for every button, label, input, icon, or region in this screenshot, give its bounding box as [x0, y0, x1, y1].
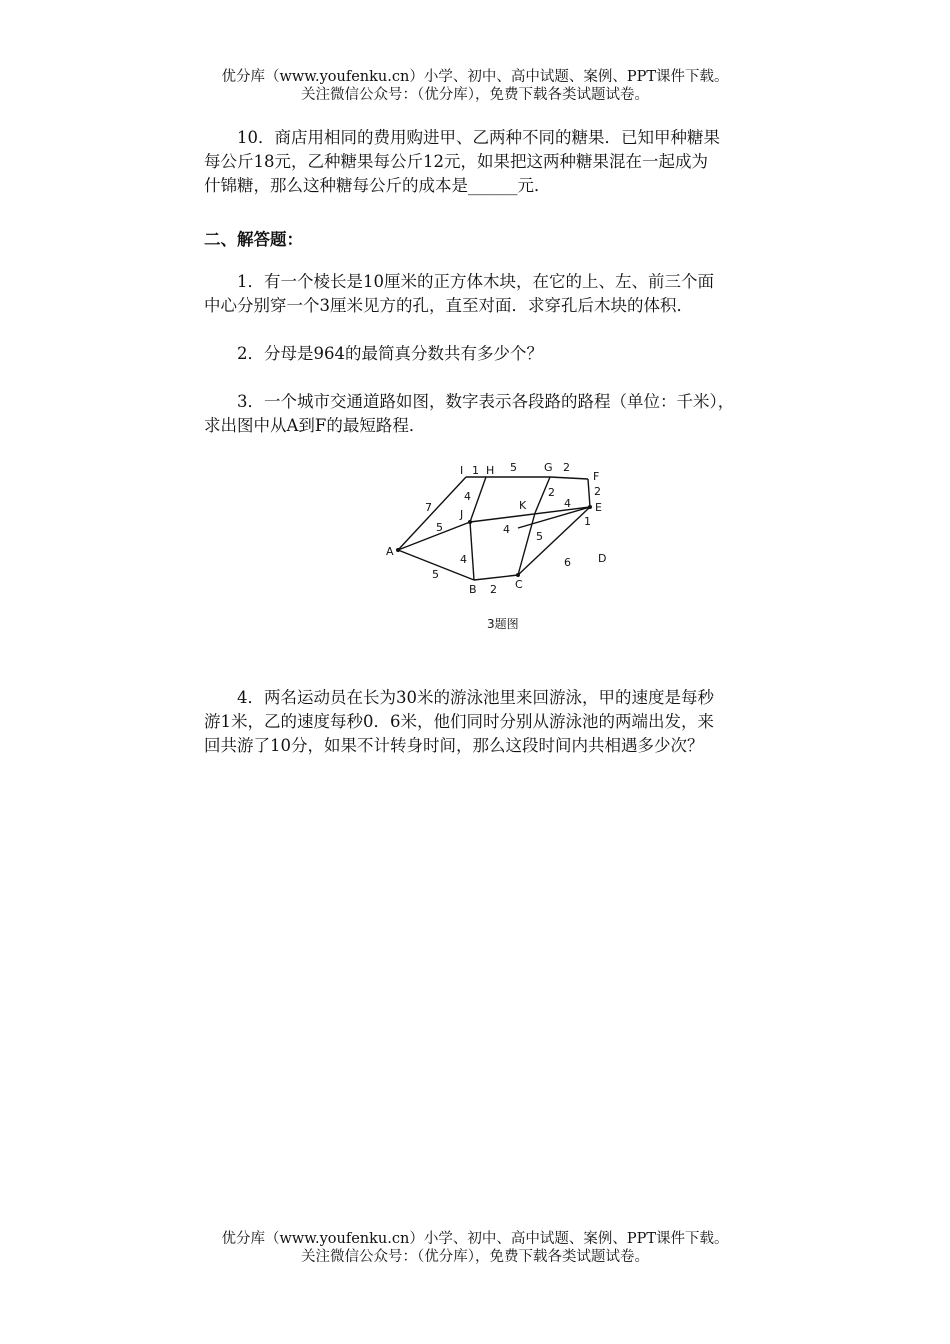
problem-1 [204, 270, 814, 318]
road-h-j [470, 477, 486, 522]
edge-label-gk: 2 [548, 486, 555, 499]
section-title: 二、解答题： [204, 230, 303, 249]
node-dot-a [396, 548, 400, 552]
figure-caption: 3题图 [487, 617, 519, 631]
footer-line-1: 优分库（www.youfenku.cn）小学、初中、高中试题、案例、PPT课件下载。 [221, 1231, 729, 1247]
edge-label-hg: 5 [510, 461, 517, 474]
problem-4-line-2: 游1米，乙的速度每秒0．6米，他们同时分别从游泳池的两端出发，来 [204, 712, 714, 731]
header-line-1: 优分库（www.youfenku.cn）小学、初中、高中试题、案例、PPT课件下载。 [221, 69, 729, 85]
node-label-k: K [519, 499, 527, 512]
node-label-i: I [460, 464, 464, 477]
road-b-c [474, 575, 518, 580]
node-label-f: F [593, 470, 600, 483]
road-a-i [398, 477, 466, 550]
road-a-j [398, 522, 470, 550]
edge-label-fe: 2 [594, 485, 601, 498]
edge-label-aj: 5 [436, 521, 443, 534]
problem-1-line-2: 中心分别穿一个3厘米见方的孔，直至对面．求穿孔后木块的体积． [204, 296, 693, 315]
node-dot-j [468, 520, 472, 524]
footer-line-2: 关注微信公众号：（优分库），免费下载各类试题试卷。 [301, 1249, 649, 1265]
node-label-j: J [460, 508, 464, 521]
edge-label-kc: 5 [536, 530, 543, 543]
edge-label-ce: 6 [564, 556, 571, 569]
problem-3 [204, 390, 814, 438]
road-lines [398, 477, 590, 580]
node-labels [386, 461, 606, 596]
page-footer [0, 1230, 950, 1266]
node-dot-c [516, 573, 520, 577]
road-k-c [518, 513, 535, 575]
road-nodes [396, 505, 592, 577]
edge-label-je: 4 [503, 523, 510, 536]
road-j-e [470, 507, 590, 522]
edge-label-jb: 4 [460, 553, 467, 566]
problem-2 [204, 342, 814, 366]
edge-label-ab: 5 [432, 568, 439, 581]
road-g-f [550, 477, 588, 479]
node-label-b: B [469, 583, 477, 596]
edge-label-ih: 1 [472, 464, 479, 477]
node-label-a: A [386, 545, 394, 558]
edge-label-hj: 4 [464, 490, 471, 503]
header-line-2: 关注微信公众号：（优分库），免费下载各类试题试卷。 [301, 87, 649, 103]
question-10-line-1: 10．商店用相同的费用购进甲、乙两种不同的糖果．已知甲种糖果 [237, 128, 720, 147]
question-10-line-2: 每公斤18元，乙种糖果每公斤12元，如果把这两种糖果混在一起成为 [204, 152, 708, 171]
edge-label-ke: 4 [564, 497, 571, 510]
edge-label-bc: 2 [490, 583, 497, 596]
problem-2-line-1: 2．分母是964的最简真分数共有多少个？ [237, 344, 543, 363]
node-label-c: C [515, 578, 523, 591]
question-10-line-3: 什锦糖，那么这种糖每公斤的成本是______元． [204, 176, 551, 195]
problem-4-line-3: 回共游了10分，如果不计转身时间，那么这段时间内共相遇多少次？ [204, 736, 704, 755]
problem-4 [204, 686, 814, 758]
node-label-e: E [595, 501, 602, 514]
node-label-g: G [544, 461, 553, 474]
node-label-h: H [486, 464, 495, 477]
problem-3-line-1: 3．一个城市交通道路如图，数字表示各段路的路程（单位：千米）， [237, 392, 735, 411]
edge-label-ai: 7 [425, 501, 432, 514]
problem-3-line-2: 求出图中从A到F的最短路程． [204, 416, 426, 435]
node-label-d: D [598, 552, 607, 565]
page-header [0, 68, 950, 104]
problem-4-line-1: 4．两名运动员在长为30米的游泳池里来回游泳，甲的速度是每秒 [237, 688, 714, 707]
edge-label-e1: 1 [584, 515, 591, 528]
road-network-figure [380, 458, 630, 638]
road-j-b [470, 522, 474, 580]
node-dot-e [588, 505, 592, 509]
road-f-e [588, 479, 590, 507]
question-10 [204, 126, 814, 198]
edge-label-gf: 2 [563, 461, 570, 474]
problem-1-line-1: 1．有一个棱长是10厘米的正方体木块，在它的上、左、前三个面 [237, 272, 714, 291]
